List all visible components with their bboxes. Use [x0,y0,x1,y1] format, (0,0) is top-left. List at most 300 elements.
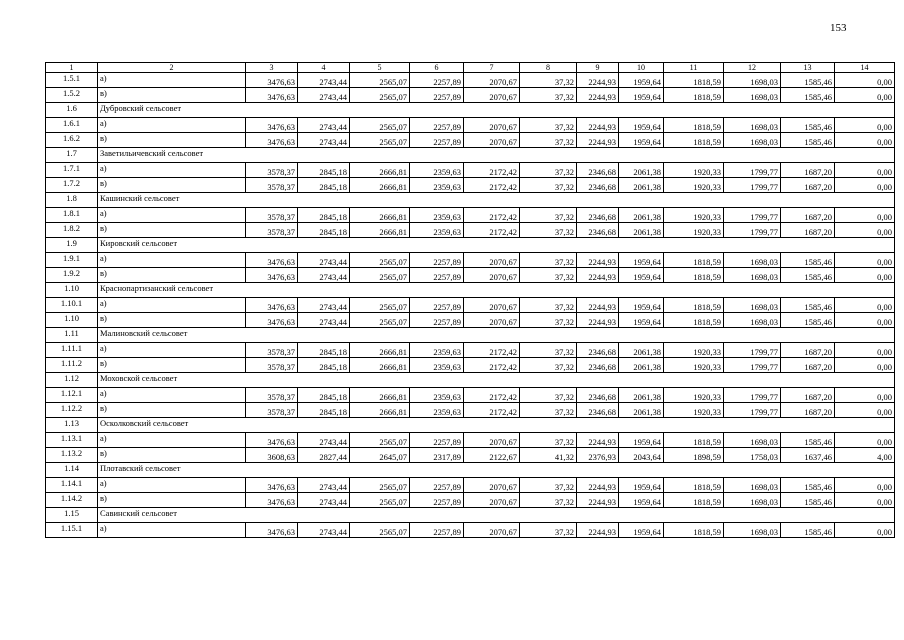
section-code: 1.11 [46,328,98,343]
value-cell: 2070,67 [464,118,520,133]
row-letter: в) [98,133,246,148]
value-cell: 2845,18 [298,208,350,223]
value-cell: 1959,64 [619,73,664,88]
value-cell: 2070,67 [464,433,520,448]
value-cell: 3578,37 [246,163,298,178]
section-row [46,283,895,298]
value-cell: 2172,42 [464,163,520,178]
row-code: 1.10.1 [46,298,98,313]
table-row [46,88,895,103]
value-cell: 2359,63 [410,343,464,358]
value-cell: 2257,89 [410,118,464,133]
value-cell: 2257,89 [410,298,464,313]
value-cell: 1698,03 [724,523,781,538]
row-letter: в) [98,268,246,283]
row-letter: а) [98,118,246,133]
value-cell: 1585,46 [781,88,835,103]
value-cell: 2565,07 [350,133,410,148]
section-title: Моховской сельсовет [98,373,895,388]
value-cell: 2244,93 [577,313,619,328]
value-cell: 1959,64 [619,493,664,508]
column-number-row [46,63,895,73]
value-cell: 3476,63 [246,493,298,508]
value-cell: 3476,63 [246,73,298,88]
row-letter: в) [98,88,246,103]
value-cell: 2666,81 [350,403,410,418]
value-cell: 1818,59 [664,298,724,313]
value-cell: 2257,89 [410,253,464,268]
row-code: 1.5.1 [46,73,98,88]
value-cell: 2565,07 [350,88,410,103]
section-row [46,463,895,478]
value-cell: 37,32 [520,358,577,373]
value-cell: 1698,03 [724,133,781,148]
section-code: 1.13 [46,418,98,433]
table-row [46,253,895,268]
value-cell: 37,32 [520,493,577,508]
value-cell: 2070,67 [464,493,520,508]
row-code: 1.7.1 [46,163,98,178]
value-cell: 1959,64 [619,433,664,448]
value-cell: 1585,46 [781,433,835,448]
value-cell: 1585,46 [781,133,835,148]
value-cell: 2244,93 [577,298,619,313]
value-cell: 37,32 [520,313,577,328]
value-cell: 37,32 [520,433,577,448]
value-cell: 2359,63 [410,163,464,178]
value-cell: 0,00 [835,208,895,223]
value-cell: 2666,81 [350,163,410,178]
value-cell: 1818,59 [664,118,724,133]
value-cell: 2070,67 [464,73,520,88]
value-cell: 1585,46 [781,268,835,283]
value-cell: 2845,18 [298,403,350,418]
row-code: 1.7.2 [46,178,98,193]
value-cell: 1698,03 [724,118,781,133]
value-cell: 1818,59 [664,133,724,148]
value-cell: 37,32 [520,253,577,268]
value-cell: 1799,77 [724,403,781,418]
table-row [46,298,895,313]
value-cell: 1818,59 [664,523,724,538]
value-cell: 2257,89 [410,73,464,88]
value-cell: 1799,77 [724,208,781,223]
row-letter: а) [98,343,246,358]
value-cell: 1687,20 [781,388,835,403]
value-cell: 2743,44 [298,493,350,508]
value-cell: 2743,44 [298,88,350,103]
section-title: Плотавский сельсовет [98,463,895,478]
value-cell: 2244,93 [577,253,619,268]
value-cell: 1959,64 [619,478,664,493]
row-letter: в) [98,223,246,238]
value-cell: 1920,33 [664,343,724,358]
value-cell: 1585,46 [781,478,835,493]
value-cell: 2359,63 [410,403,464,418]
value-cell: 1585,46 [781,118,835,133]
value-cell: 2172,42 [464,403,520,418]
value-cell: 2346,68 [577,163,619,178]
value-cell: 1959,64 [619,253,664,268]
table-row [46,313,895,328]
value-cell: 2845,18 [298,343,350,358]
value-cell: 2376,93 [577,448,619,463]
column-header: 2 [98,63,246,73]
value-cell: 2070,67 [464,298,520,313]
value-cell: 1698,03 [724,478,781,493]
section-title: Савинский сельсовет [98,508,895,523]
row-letter: в) [98,493,246,508]
value-cell: 2172,42 [464,343,520,358]
value-cell: 0,00 [835,268,895,283]
section-row [46,418,895,433]
row-letter: а) [98,73,246,88]
value-cell: 2845,18 [298,163,350,178]
value-cell: 1959,64 [619,298,664,313]
section-title: Кашинский сельсовет [98,193,895,208]
value-cell: 0,00 [835,133,895,148]
section-code: 1.14 [46,463,98,478]
value-cell: 0,00 [835,388,895,403]
row-letter: а) [98,523,246,538]
value-cell: 1799,77 [724,358,781,373]
value-cell: 1637,46 [781,448,835,463]
value-cell: 2346,68 [577,388,619,403]
value-cell: 4,00 [835,448,895,463]
value-cell: 2244,93 [577,118,619,133]
value-cell: 2257,89 [410,268,464,283]
value-cell: 1698,03 [724,268,781,283]
value-cell: 1920,33 [664,358,724,373]
value-cell: 1698,03 [724,253,781,268]
value-cell: 37,32 [520,73,577,88]
value-cell: 3578,37 [246,208,298,223]
value-cell: 37,32 [520,268,577,283]
section-title: Краснопартизанский сельсовет [98,283,895,298]
table-row [46,523,895,538]
value-cell: 0,00 [835,163,895,178]
table-row [46,493,895,508]
row-code: 1.15.1 [46,523,98,538]
value-cell: 1585,46 [781,523,835,538]
value-cell: 1818,59 [664,478,724,493]
value-cell: 37,32 [520,88,577,103]
value-cell: 2743,44 [298,523,350,538]
section-code: 1.8 [46,193,98,208]
value-cell: 2244,93 [577,433,619,448]
value-cell: 1818,59 [664,493,724,508]
table-row [46,343,895,358]
column-header: 12 [724,63,781,73]
row-code: 1.10 [46,313,98,328]
value-cell: 2346,68 [577,358,619,373]
table-row [46,208,895,223]
value-cell: 2257,89 [410,478,464,493]
value-cell: 3578,37 [246,178,298,193]
value-cell: 2845,18 [298,358,350,373]
section-row [46,103,895,118]
value-cell: 2743,44 [298,118,350,133]
row-letter: в) [98,313,246,328]
value-cell: 1585,46 [781,313,835,328]
value-cell: 3476,63 [246,253,298,268]
column-header: 14 [835,63,895,73]
row-code: 1.11.2 [46,358,98,373]
value-cell: 2565,07 [350,268,410,283]
value-cell: 3476,63 [246,133,298,148]
value-cell: 2244,93 [577,493,619,508]
section-code: 1.15 [46,508,98,523]
value-cell: 1758,03 [724,448,781,463]
value-cell: 2666,81 [350,343,410,358]
value-cell: 1687,20 [781,403,835,418]
row-letter: в) [98,448,246,463]
value-cell: 0,00 [835,313,895,328]
value-cell: 0,00 [835,253,895,268]
value-cell: 2565,07 [350,493,410,508]
value-cell: 1687,20 [781,358,835,373]
value-cell: 1687,20 [781,223,835,238]
table-row [46,163,895,178]
section-row [46,193,895,208]
value-cell: 2359,63 [410,178,464,193]
column-header: 10 [619,63,664,73]
value-cell: 1698,03 [724,298,781,313]
section-title: Дубровский сельсовет [98,103,895,118]
section-row [46,508,895,523]
value-cell: 0,00 [835,178,895,193]
value-cell: 1920,33 [664,178,724,193]
value-cell: 1818,59 [664,73,724,88]
row-code: 1.5.2 [46,88,98,103]
value-cell: 1818,59 [664,253,724,268]
row-letter: а) [98,298,246,313]
value-cell: 2565,07 [350,523,410,538]
value-cell: 2565,07 [350,433,410,448]
value-cell: 0,00 [835,358,895,373]
section-code: 1.7 [46,148,98,163]
value-cell: 2244,93 [577,73,619,88]
value-cell: 2061,38 [619,403,664,418]
value-cell: 1799,77 [724,178,781,193]
value-cell: 41,32 [520,448,577,463]
value-cell: 2061,38 [619,358,664,373]
column-header: 8 [520,63,577,73]
value-cell: 37,32 [520,298,577,313]
value-cell: 2346,68 [577,208,619,223]
row-letter: а) [98,388,246,403]
value-cell: 2070,67 [464,313,520,328]
value-cell: 1585,46 [781,73,835,88]
value-cell: 0,00 [835,88,895,103]
value-cell: 2346,68 [577,178,619,193]
table-row [46,178,895,193]
value-cell: 2666,81 [350,358,410,373]
value-cell: 37,32 [520,388,577,403]
column-header: 4 [298,63,350,73]
value-cell: 1920,33 [664,208,724,223]
value-cell: 37,32 [520,478,577,493]
value-cell: 37,32 [520,133,577,148]
value-cell: 1687,20 [781,343,835,358]
table-row [46,133,895,148]
table-row [46,403,895,418]
table-row [46,433,895,448]
value-cell: 1959,64 [619,268,664,283]
value-cell: 1698,03 [724,493,781,508]
value-cell: 3578,37 [246,343,298,358]
value-cell: 2172,42 [464,388,520,403]
row-code: 1.14.2 [46,493,98,508]
row-code: 1.6.1 [46,118,98,133]
value-cell: 1698,03 [724,88,781,103]
value-cell: 2565,07 [350,298,410,313]
value-cell: 2257,89 [410,313,464,328]
value-cell: 1920,33 [664,163,724,178]
table-row [46,268,895,283]
row-code: 1.9.2 [46,268,98,283]
value-cell: 2257,89 [410,523,464,538]
row-letter: а) [98,253,246,268]
value-cell: 1920,33 [664,388,724,403]
value-cell: 2070,67 [464,523,520,538]
table-row [46,118,895,133]
value-cell: 2257,89 [410,133,464,148]
value-cell: 2743,44 [298,268,350,283]
row-code: 1.13.2 [46,448,98,463]
column-header: 5 [350,63,410,73]
value-cell: 2172,42 [464,358,520,373]
value-cell: 2666,81 [350,223,410,238]
row-letter: в) [98,178,246,193]
value-cell: 1698,03 [724,313,781,328]
value-cell: 1818,59 [664,268,724,283]
value-cell: 1959,64 [619,523,664,538]
value-cell: 2743,44 [298,298,350,313]
section-title: Осколковский сельсовет [98,418,895,433]
value-cell: 2244,93 [577,268,619,283]
value-cell: 2565,07 [350,118,410,133]
value-cell: 3476,63 [246,523,298,538]
row-code: 1.8.1 [46,208,98,223]
value-cell: 2061,38 [619,223,664,238]
column-header: 11 [664,63,724,73]
value-cell: 2244,93 [577,478,619,493]
value-cell: 2359,63 [410,388,464,403]
section-row [46,328,895,343]
value-cell: 2257,89 [410,88,464,103]
row-code: 1.12.1 [46,388,98,403]
column-header: 13 [781,63,835,73]
table-row [46,448,895,463]
value-cell: 1818,59 [664,88,724,103]
value-cell: 2070,67 [464,88,520,103]
value-cell: 2666,81 [350,388,410,403]
value-cell: 1799,77 [724,343,781,358]
value-cell: 3578,37 [246,403,298,418]
tariff-table [45,62,895,538]
value-cell: 0,00 [835,493,895,508]
value-cell: 3578,37 [246,223,298,238]
value-cell: 2743,44 [298,433,350,448]
value-cell: 2070,67 [464,268,520,283]
value-cell: 2845,18 [298,223,350,238]
value-cell: 37,32 [520,118,577,133]
value-cell: 2666,81 [350,178,410,193]
value-cell: 2346,68 [577,403,619,418]
value-cell: 3476,63 [246,433,298,448]
column-header: 9 [577,63,619,73]
section-title: Кировский сельсовет [98,238,895,253]
section-row [46,148,895,163]
value-cell: 1959,64 [619,313,664,328]
value-cell: 0,00 [835,478,895,493]
value-cell: 2070,67 [464,133,520,148]
row-letter: а) [98,478,246,493]
section-code: 1.10 [46,283,98,298]
value-cell: 2061,38 [619,343,664,358]
section-code: 1.6 [46,103,98,118]
row-letter: в) [98,358,246,373]
row-code: 1.13.1 [46,433,98,448]
value-cell: 2845,18 [298,178,350,193]
value-cell: 1585,46 [781,298,835,313]
value-cell: 0,00 [835,523,895,538]
value-cell: 1959,64 [619,118,664,133]
table-body [46,63,895,538]
value-cell: 37,32 [520,223,577,238]
value-cell: 1920,33 [664,223,724,238]
value-cell: 2743,44 [298,313,350,328]
row-letter: а) [98,163,246,178]
value-cell: 2061,38 [619,163,664,178]
value-cell: 1799,77 [724,163,781,178]
value-cell: 2666,81 [350,208,410,223]
value-cell: 3476,63 [246,298,298,313]
value-cell: 2070,67 [464,478,520,493]
table-row [46,478,895,493]
value-cell: 37,32 [520,163,577,178]
value-cell: 2043,64 [619,448,664,463]
row-code: 1.9.1 [46,253,98,268]
value-cell: 1687,20 [781,208,835,223]
value-cell: 37,32 [520,403,577,418]
value-cell: 0,00 [835,223,895,238]
row-code: 1.8.2 [46,223,98,238]
row-code: 1.14.1 [46,478,98,493]
value-cell: 0,00 [835,343,895,358]
value-cell: 2565,07 [350,253,410,268]
value-cell: 2845,18 [298,388,350,403]
value-cell: 2244,93 [577,133,619,148]
table-row [46,73,895,88]
value-cell: 1698,03 [724,433,781,448]
column-header: 1 [46,63,98,73]
value-cell: 2827,44 [298,448,350,463]
value-cell: 2172,42 [464,208,520,223]
value-cell: 3578,37 [246,388,298,403]
value-cell: 2645,07 [350,448,410,463]
value-cell: 0,00 [835,433,895,448]
value-cell: 2122,67 [464,448,520,463]
value-cell: 2244,93 [577,523,619,538]
table-row [46,358,895,373]
value-cell: 2257,89 [410,493,464,508]
value-cell: 3578,37 [246,358,298,373]
row-code: 1.6.2 [46,133,98,148]
value-cell: 1959,64 [619,88,664,103]
value-cell: 2244,93 [577,88,619,103]
